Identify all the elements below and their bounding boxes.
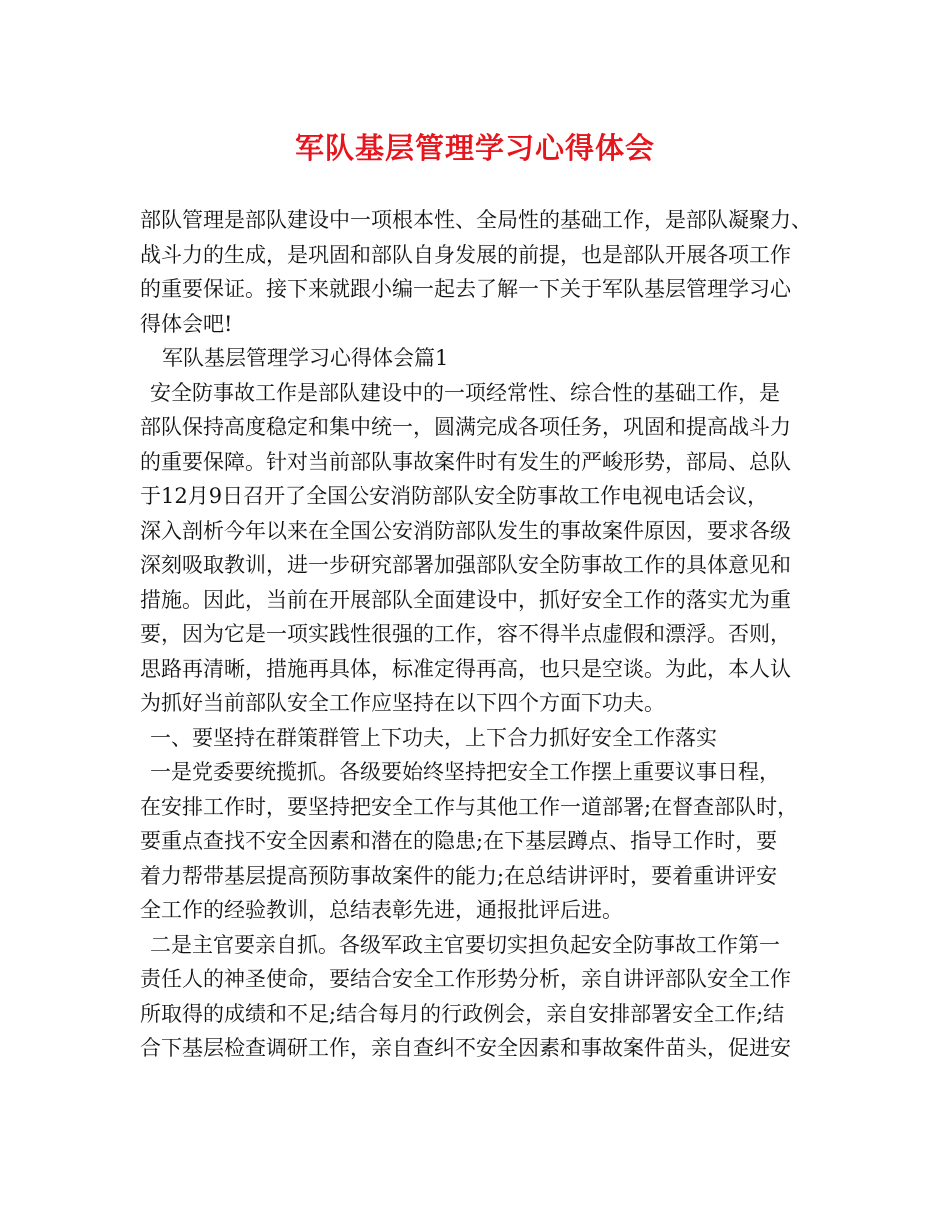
paragraph-line: 战斗力的生成，是巩固和部队自身发展的前提，也是部队开展各项工作 bbox=[140, 242, 791, 267]
paragraph-line: 在安排工作时，要坚持把安全工作与其他工作一道部署;在督查部队时， bbox=[140, 794, 799, 819]
document-body bbox=[140, 203, 816, 1066]
paragraph-line: 深刻吸取教训，进一步研究部署加强部队安全防事故工作的具体意见和 bbox=[140, 553, 791, 577]
paragraph-line: 要重点查找不安全因素和潜在的隐患;在下基层蹲点、指导工作时，要 bbox=[140, 829, 778, 853]
subsection-heading: 一、要坚持在群策群管上下功夫，上下合力抓好安全工作落实 bbox=[150, 725, 717, 750]
paragraph-line: 措施。因此，当前在开展部队全面建设中，抓好安全工作的落实尤为重 bbox=[140, 587, 791, 612]
paragraph-line: 一是党委要统揽抓。各级要始终坚持把安全工作摆上重要议事日程， bbox=[150, 760, 780, 784]
document-title: 军队基层管理学习心得体会 bbox=[294, 131, 655, 165]
paragraph-line: 着力帮带基层提高预防事故案件的能力;在总结讲评时，要着重讲评安 bbox=[140, 863, 778, 888]
paragraph-line: 的重要保证。接下来就跟小编一起去了解一下关于军队基层管理学习心 bbox=[140, 277, 791, 301]
paragraph-line: 为抓好当前部队安全工作应坚持在以下四个方面下功夫。 bbox=[140, 691, 665, 715]
paragraph-line: 的重要保障。针对当前部队事故案件时有发生的严峻形势，部局、总队 bbox=[140, 449, 791, 474]
paragraph-line: 责任人的神圣使命，要结合安全工作形势分析，亲自讲评部队安全工作 bbox=[140, 967, 791, 991]
paragraph-line: 深入剖析今年以来在全国公安消防部队发生的事故案件原因，要求各级 bbox=[140, 518, 791, 543]
paragraph-line: 全工作的经验教训，总结表彰先进，通报批评后进。 bbox=[140, 898, 623, 922]
paragraph-line: 安全防事故工作是部队建设中的一项经常性、综合性的基础工作，是 bbox=[150, 380, 780, 405]
section-heading: 军队基层管理学习心得体会篇1 bbox=[162, 346, 449, 370]
paragraph-line: 合下基层检查调研工作，亲自查纠不安全因素和事故案件苗头，促进安 bbox=[140, 1036, 791, 1060]
paragraph-line: 得体会吧! bbox=[140, 311, 233, 336]
paragraph-line: 于12月9日召开了全国公安消防部队安全防事故工作电视电话会议， bbox=[140, 484, 769, 508]
paragraph-line: 所取得的成绩和不足;结合每月的行政例会，亲自安排部署安全工作;结 bbox=[140, 1001, 785, 1026]
paragraph-line: 二是主官要亲自抓。各级军政主官要切实担负起安全防事故工作第一 bbox=[150, 932, 780, 957]
paragraph-line: 思路再清晰，措施再具体，标准定得再高，也只是空谈。为此，本人认 bbox=[140, 656, 791, 681]
paragraph-line: 部队保持高度稳定和集中统一，圆满完成各项任务，巩固和提高战斗力 bbox=[140, 415, 791, 439]
paragraph-line: 部队管理是部队建设中一项根本性、全局性的基础工作，是部队凝聚力、 bbox=[140, 208, 812, 232]
paragraph-line: 要，因为它是一项实践性很强的工作，容不得半点虚假和漂浮。否则， bbox=[140, 622, 791, 646]
